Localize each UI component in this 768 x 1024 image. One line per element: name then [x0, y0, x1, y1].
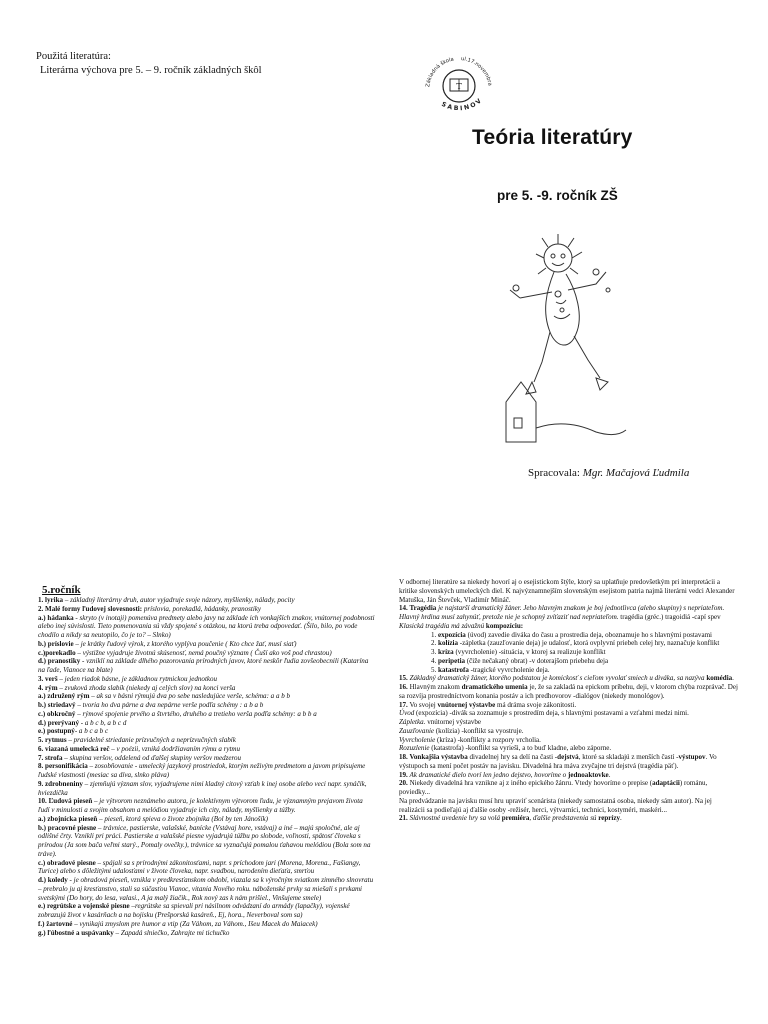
term-name: 1. lyrika	[38, 596, 64, 604]
author-label: Spracovala:	[528, 467, 580, 479]
composition-number: 4.	[431, 656, 439, 665]
climax-text: (kríza) -konflikty a rozpory vrcholia.	[435, 735, 541, 744]
term-name: d.) prerývaný	[38, 718, 79, 727]
item-18-scenes: výstupov	[678, 753, 706, 761]
term-definition: – zvuková zhoda slabík (niekedy aj celých slov) na konci verša	[57, 683, 236, 692]
composition-intro-text: Klasická tragédia má závažnú	[399, 621, 486, 630]
term-name: 5. rytmus	[38, 736, 67, 744]
item-17	[399, 701, 739, 710]
composition-term: katastrofa	[438, 665, 469, 674]
composition-text: -tragické vyvrcholenie deja.	[468, 665, 550, 674]
item-17-number: 17.	[399, 700, 408, 709]
term-definition: – vynikajú zmyslom pre humor a vtip (Za Váhom, za Váhom., Išeu Macek do Maiacek)	[72, 919, 318, 928]
item-17-climax	[399, 736, 739, 745]
term-definition: – trávnice, pastierske, valašské, banícke (Vstávaj hore, vstávaj) a iné – majú spoločné, ale aj odlišné črty. Vznikli pri práci. Pastierske a valašské piesne vyjadrujú túžbu po slobode, voľnosti, spätosť človeka s prírodou (Ja som bača veľmi starý., Pomaly ovečky.), trávnice sa vyznačujú pomalou ťahavou melódiou (Bola som na tráve).	[38, 823, 371, 858]
term-name: 4. rým	[38, 683, 58, 692]
author-line	[528, 467, 689, 479]
term-item	[38, 736, 376, 745]
item-21-reprises: reprízy	[598, 814, 621, 823]
item-16-term: dramatického umenia	[461, 683, 528, 691]
term-item	[38, 780, 376, 798]
intro-term: Úvod	[399, 709, 415, 718]
item-21-text: Slávnostné uvedenie hry sa volá	[407, 814, 502, 823]
item-16-text: Hlavným znakom	[407, 683, 462, 691]
composition-item	[399, 666, 739, 675]
item-14-text: je najstarší dramatický žáner. Jeho hlavným znakom je boj jednotlivca (alebo skupiny) s nepriateľom. Hlavný hrdina musí zahynúť, pretože nie je schopný zvíťaziť nad nepriateľom.	[399, 604, 725, 621]
document-subtitle: pre 5. -9. ročník ZŠ	[497, 188, 618, 203]
complication-term: Zauzľovanie	[399, 726, 435, 735]
seal-letter: T	[456, 82, 462, 91]
climax-term: Vyvrcholenie	[399, 735, 436, 744]
seal-school-text: Základná škola	[425, 56, 455, 88]
item-16	[399, 683, 739, 701]
term-definition: - skryto (v inotaji) pomenúva predmety alebo javy na základe ich vonkajších znakov, vnútornej podobnosti alebo inej súvislosti. Tieto pomenovania sú vždy spojené s otázkou, na ktorú treba odpovedať. (Šilo, bilo, po vode chodilo a nikdy sa neutopilo, čo je to? – Slnko)	[38, 613, 375, 639]
item-21-number: 21.	[399, 814, 408, 823]
composition-list	[399, 631, 739, 675]
term-name: 2. Malé formy ľudovej slovesnosti:	[38, 604, 143, 613]
term-item	[38, 675, 376, 684]
composition-term: peripetia	[438, 656, 466, 665]
item-17-resolution	[399, 744, 739, 753]
item-21	[399, 814, 739, 823]
term-definition: - je obradová pieseň, vznikla v predkresťanskom období, viazala sa k výročným sviatkom zimného slnovratu – prebralo ju aj kresťanstvo, stali sa súčasťou Vianoc, vitania Nového roku. náboženské prvky sa miešali s prvkami svetskými (Do hory, do lesa, valasi., A ja malý žiačik., Rok nový zas k nám prišiel., Vinšujeme smele)	[38, 876, 374, 902]
term-definition: – zjemňujú význam slov, vyjadrujeme nimi kladný citový vzťah k inej osobe alebo veci napr. synáčik, hviezdička	[38, 779, 367, 797]
term-name: e.) postupný	[38, 727, 75, 736]
item-18-text: divadelnej hry sa delí na časti -	[467, 753, 558, 761]
term-name: 8. personifikácia	[38, 762, 88, 771]
term-definition: – zosobňovanie - umelecký jazykový prostriedok, ktorým neživým predmetom a javom pripisujeme ľudské vlastnosti (mesiac sa díva, slnko pláva)	[38, 762, 366, 779]
term-item	[38, 605, 376, 614]
term-item	[38, 797, 376, 815]
section-heading-5-rocnik: 5.ročník	[42, 584, 81, 596]
item-17-term: vnútornej výstavbe	[437, 700, 496, 709]
school-seal	[420, 50, 498, 116]
term-name: a.) hádanka	[38, 613, 74, 622]
term-name: c.) obradové piesne	[38, 858, 96, 867]
item-17-intro	[399, 709, 739, 718]
item-17-text-2: má dráma svoje zákonitosti.	[495, 700, 577, 709]
term-item	[38, 859, 376, 877]
literature-label: Použitá literatúra:	[36, 51, 111, 62]
composition-item	[399, 631, 739, 640]
term-definition: – Zapadá slniečko, Zahrajte mi tichučko	[113, 928, 230, 937]
resolution-term: Rozuzlenie	[399, 744, 430, 753]
seal-street-text: ul.17.novembra	[460, 56, 493, 87]
item-21-text-2: , ďalšie predstavenia sú	[529, 814, 599, 823]
composition-number: 5.	[431, 665, 439, 674]
term-item	[38, 929, 376, 938]
item-18-text-2: , ktoré sa skladajú z menších častí -	[578, 753, 679, 761]
term-name: 10. Ľudová pieseň	[38, 797, 93, 806]
item-19-term: jednoaktovke	[567, 770, 609, 779]
term-item	[38, 762, 376, 780]
term-list	[38, 596, 376, 937]
term-name: c.)porekadlo	[38, 648, 76, 657]
composition-term: expozícia	[438, 630, 466, 639]
composition-number: 2.	[431, 639, 439, 648]
seal-town-text: SABINOV	[440, 96, 485, 113]
term-item	[38, 596, 376, 605]
left-column	[38, 584, 376, 937]
term-definition: – je krátky ľudový výrok, z ktorého vyplýva poučenie ( Kto chce žať, musí siať)	[73, 639, 297, 648]
term-item	[38, 640, 376, 649]
literature-book: Literárna výchova pre 5. – 9. ročník základných škôl	[40, 65, 262, 76]
item-17-plot	[399, 718, 739, 727]
term-definition: – základný literárny druh, autor vyjadruje svoje názory, myšlienky, nálady, pocity	[63, 596, 295, 604]
term-definition: príslovia, porekadlá, hádanky, pranostiky	[142, 604, 262, 613]
term-definition: –regrútske sa spievali pri násilnom odvádzaní do armády (lapačky), vojenské zobrazujú život v kasárňach a na bojisku (Prešporská kasáreň., Ej, hora., Neverboval som sa)	[38, 902, 350, 919]
term-item	[38, 745, 376, 754]
term-name: d.) koledy	[38, 876, 68, 884]
term-definition: – skupina veršov, oddelená od ďalšej skupiny veršov medzerou	[62, 753, 241, 762]
item-20-text-2: ) románu, poviedky...	[399, 779, 708, 796]
term-definition: – spájali sa s prírodnými zákonitosťami, napr. s príchodom jari (Morena, Morena., Fašiangy, Turice) alebo s dôležitými udalosťami v živote človeka, napr. svadbou, narodením dieťaťa, smrťou	[38, 858, 361, 876]
term-item	[38, 684, 376, 693]
complication-text: (kolízia) -konflikt sa vyostruje.	[434, 726, 524, 735]
term-item	[38, 727, 376, 736]
composition-text: -zápletka (zauzľovanie deja) je udalosť, ktorá ovplyvní priebeh celej hry, naznačuje konflikt	[458, 639, 720, 648]
term-definition: – jeden riadok básne, je základnou rytmickou jednotkou	[57, 674, 218, 683]
term-definition: – tvoria ho dva párne a dva nepárne verše podľa schémy : a b a b	[75, 701, 264, 709]
right-column	[399, 578, 739, 823]
item-20-text: Niekedy divadelná hra vznikne aj z iného epického žánru. Vtedy hovoríme o prepise (	[407, 779, 653, 788]
term-name: e.) regrútske a vojenské piesne	[38, 902, 130, 911]
item-19-dot: .	[608, 770, 611, 779]
item-16-text-2: je, že sa zakladá na epickom príbehu, deji, v ktorom chýba rozprávač. Dej sa rozvíja prostredníctvom konania postáv a ich predhovorov -dialógov (niekedy monológov).	[399, 683, 738, 700]
essay-paragraph: V odbornej literatúre sa niekedy hovorí aj o esejistickom štýle, ktorý sa uplatňuje predovšetkým pri interpretácii a kritike slovenských umeleckých diel. K najvýznamnejším slovenským esejistom patria najmä literárni vedci Alexander Matuška, Ján Števček, Vladimír Mináč.	[399, 578, 735, 604]
term-name: g.) ľúbostné a uspávanky	[38, 928, 114, 937]
literature-source	[36, 50, 262, 78]
item-20-number: 20.	[399, 779, 408, 788]
term-item	[38, 902, 376, 920]
item-20-term: adaptácii	[652, 779, 680, 788]
composition-intro	[399, 622, 739, 631]
plot-text: vnútornej výstavbe	[425, 718, 482, 726]
item-15-dot: .	[732, 674, 734, 683]
composition-text: (vyvrcholenie) -situácia, v ktorej sa realizuje konflikt	[453, 648, 606, 656]
item-19-text: Ak dramatické dielo tvorí len jedno dejstvo, hovoríme o	[407, 770, 568, 779]
term-item	[38, 649, 376, 658]
item-21-premiere: premiéra	[501, 814, 530, 823]
intro-text: (expozícia) -divák sa zoznamuje s prostredím deja, s hlavnými postavami a vzťahmi medzi nimi.	[414, 709, 689, 718]
composition-item	[399, 639, 739, 648]
term-name: d.) pranostiky	[38, 657, 81, 666]
term-name: c.) obkročný	[38, 709, 76, 718]
composition-text: (čiže nečakaný obrat) -v doterajšom priebehu deja	[465, 656, 609, 665]
term-name: a.) združený rým	[38, 692, 90, 701]
item-15-number: 15.	[399, 674, 408, 683]
item-18	[399, 753, 739, 771]
plot-term: Zápletka.	[399, 718, 426, 726]
svg-text:SABINOV	[440, 96, 484, 112]
term-name: 6. viazaná umelecká reč	[38, 744, 110, 753]
item-16-number: 16.	[399, 683, 408, 691]
term-name: 7. strofa	[38, 753, 63, 762]
term-item	[38, 920, 376, 929]
term-item	[38, 657, 376, 675]
resolution-text: (katastrofa) -konflikt sa vyrieši, a to buď kladne, alebo záporne.	[429, 744, 612, 753]
composition-text: (úvod) zavedie diváka do času a prostredia deja, oboznamuje ho s hlavnými postavami	[465, 630, 713, 639]
document-title: Teória literatúry	[472, 126, 633, 149]
item-15-term: komédia	[706, 674, 733, 683]
composition-label: kompozíciu:	[485, 621, 524, 630]
term-definition: - a b c b, a b c d	[78, 718, 127, 727]
term-name: 3. verš	[38, 674, 58, 683]
item-19	[399, 771, 739, 780]
item-15-text: Základný dramatický žáner, ktorého podstatou je komickosť s cieľom vyvolať smiech u diváka, sa nazýva	[407, 674, 707, 683]
composition-item	[399, 657, 739, 666]
item-15	[399, 674, 739, 683]
term-definition: – rýmové spojenie prvého a štvrtého, druhého a tretieho verša podľa schémy: a b b a	[75, 709, 317, 718]
term-item	[38, 614, 376, 640]
composition-item	[399, 648, 739, 657]
term-item	[38, 692, 376, 701]
term-definition: – ak sa v básni rýmujú dva po sebe nasledujúce verše, schéma: a a b b	[89, 692, 291, 701]
term-item	[38, 876, 376, 902]
term-definition: - vzniklí na základe dlhého pozorovania prírodných javov, ktoré neskôr ľudia zovšeobecnili (Katarína na ľade, Vianoce na blate)	[38, 657, 369, 674]
item-20	[399, 779, 739, 797]
item-18-text-3: . Vo výstupoch sa mení počet postáv na javisku. Divadelná hra máva zvyčajne tri dejstvá (tragédia päť).	[399, 753, 717, 770]
composition-term: kríza	[438, 648, 454, 656]
jester-illustration	[496, 232, 634, 454]
item-14-etymology: tragédia (gréc.) tragoidiá -capí spev	[618, 613, 721, 621]
term-name: 9. zdrobneniny	[38, 779, 83, 788]
term-item	[38, 754, 376, 763]
term-item	[38, 815, 376, 824]
term-definition: - a b c a b c	[74, 727, 109, 736]
composition-number: 3.	[431, 648, 439, 656]
term-name: b.) príslovie	[38, 639, 74, 648]
item-17-text: Vo svojej	[407, 700, 438, 709]
item-18-term: 18. Vonkajšia výstavba	[399, 753, 468, 761]
term-item	[38, 824, 376, 859]
term-name: b.) pracovné piesne	[38, 823, 97, 832]
term-definition: – výstižne vyjadruje životnú skúsenosť, nemá poučný význam ( Čuší ako voš pod chrastou)	[75, 648, 332, 657]
composition-term: kolízia	[438, 639, 459, 648]
item-17-complication	[399, 727, 739, 736]
item-14	[399, 604, 739, 622]
term-definition: – pieseň, ktorá spieva o živote zbojníka (Bol by ten Jánošík)	[97, 814, 268, 823]
term-name: f.) žartovné	[38, 919, 73, 928]
item-21-dot: .	[620, 814, 622, 823]
item-14-term: 14. Tragédia	[399, 604, 437, 613]
item-19-number: 19.	[399, 770, 408, 779]
term-definition: – pravidelné striedanie prízvučných a neprízvučných slabík	[66, 736, 236, 744]
term-item	[38, 719, 376, 728]
term-item	[38, 701, 376, 710]
term-name: a.) zbojnícka pieseň	[38, 814, 98, 823]
composition-number: 1.	[431, 630, 439, 639]
term-definition: – v poézii, vzniká dodržiavaním rýmu a rytmu	[109, 744, 241, 753]
term-item	[38, 710, 376, 719]
author-name: Mgr. Mačajová Ľudmila	[582, 467, 690, 479]
term-name: b.) striedavý	[38, 701, 76, 709]
term-definition: – je výtvorom neznámeho autora, je kolektívnym výtvorom ľudu, je významným prejavom života ľudí v minulosti a svojim obsahom a melódiou vyjadruje ich city, nálady, myšlienky a túžby.	[38, 797, 363, 814]
item-18-acts: dejstvá	[557, 753, 579, 761]
item-20-staging: Na predvádzanie na javisku musí hru upraviť scenárista (niekedy samostatná osoba, niekedy sám autor). Na jej realizácii sa podieľajú aj ďalšie osoby -režisér, herci, výtvarníci, technici, kostyméri, maskéri...	[399, 796, 712, 814]
